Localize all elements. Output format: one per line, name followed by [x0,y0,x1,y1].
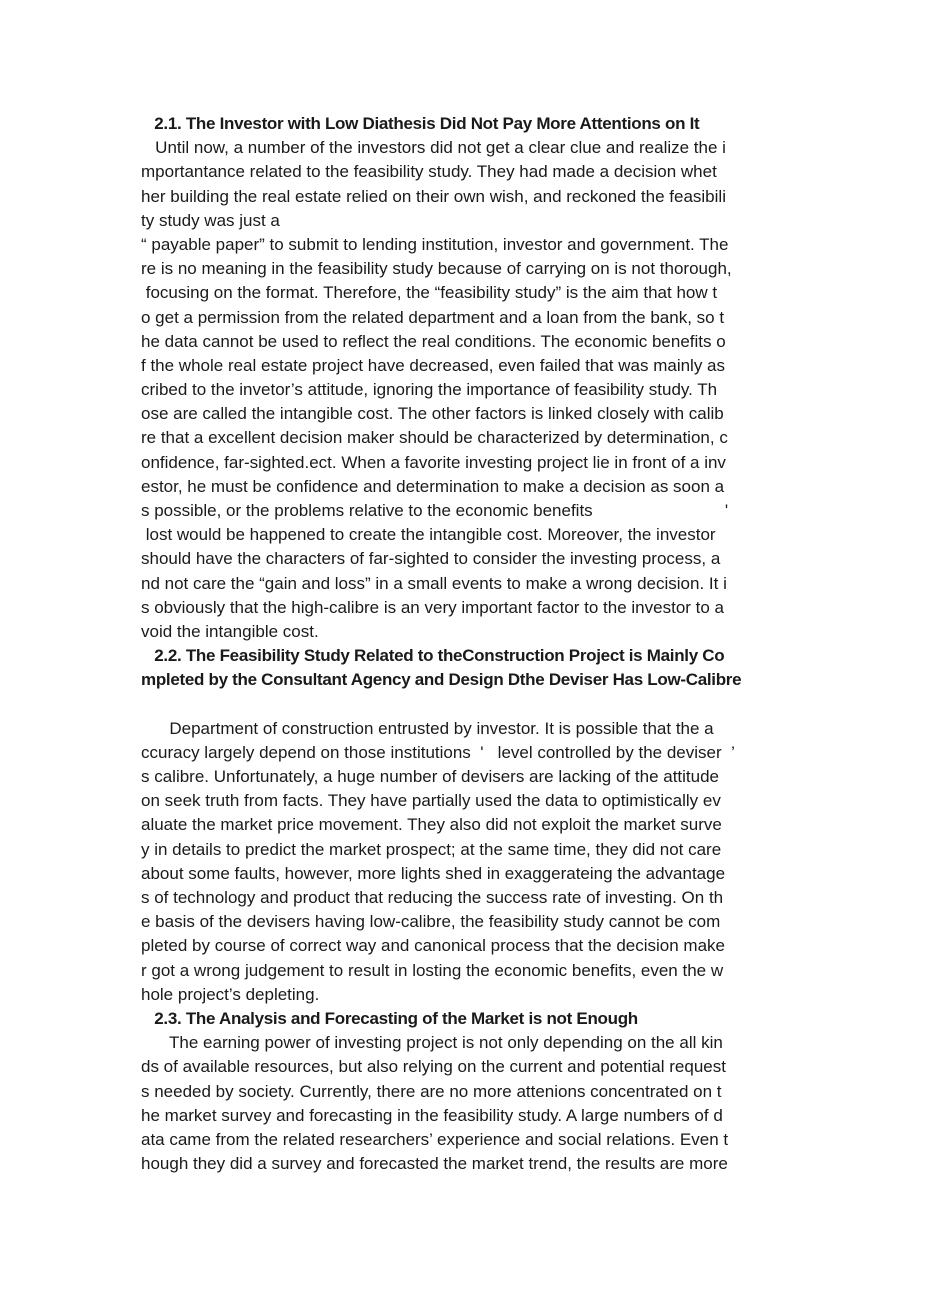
text-line: he market survey and forecasting in the feasibility study. A large numbers of d [141,1105,723,1125]
text-line: cribed to the invetor’s attitude, ignoring the importance of feasibility study. Th [141,380,718,400]
text-line: mportantance related to the feasibility study. They had made a decision whet [141,162,717,182]
blank-line [141,693,791,717]
text-line: re that a excellent decision maker should be characterized by determination, c [141,428,728,448]
text-line: “ payable paper” to submit to lending institution, investor and government. The [141,234,729,254]
text-line: focusing on the format. Therefore, the “feasibility study” is the aim that how t [141,283,718,303]
text-line: ccuracy largely depend on those institutions ' level controlled by the deviser ’ [141,742,735,762]
text-line: The earning power of investing project is not only depending on the all kin [141,1033,723,1053]
text-line: r got a wrong judgement to result in losting the economic benefits, even the w [141,960,724,980]
text-line: s possible, or the problems relative to the economic benefits ' [141,501,729,520]
text-line: ose are called the intangible cost. The other factors is linked closely with calib [141,404,724,424]
text-line: should have the characters of far-sighted to consider the investing process, a [141,549,721,569]
text-line: lost would be happened to create the intangible cost. Moreover, the investor [141,525,716,545]
text-line: estor, he must be confidence and determination to make a decision as soon a [141,476,725,496]
text-line: about some faults, however, more lights shed in exaggerateing the advantage [141,863,726,883]
text-line: on seek truth from facts. They have partially used the data to optimistically ev [141,791,721,811]
text-line: hole project’s depleting. [141,984,320,1004]
text-line: onfidence, far-sighted.ect. When a favorite investing project lie in front of a inv [141,452,726,472]
text-line: pleted by course of correct way and canonical process that the decision make [141,936,725,956]
text-line: hough they did a survey and forecasted the market trend, the results are more [141,1154,728,1174]
text-line: f the whole real estate project have decreased, even failed that was mainly as [141,355,726,375]
text-line: ds of available resources, but also relying on the current and potential request [141,1057,726,1077]
document-body [141,112,791,1176]
text-line: e basis of the devisers having low-calibre, the feasibility study cannot be com [141,912,721,932]
section-2-1-paragraph [141,136,791,644]
text-line: ty study was just a [141,210,280,230]
section-heading-2-1: 2.1. The Investor with Low Diathesis Did Not Pay More Attentions on It [141,114,700,133]
text-line: y in details to predict the market prospect; at the same time, they did not care [141,839,722,859]
section-2-3-paragraph [141,1031,791,1176]
text-line: her building the real estate relied on their own wish, and reckoned the feasibili [141,186,726,206]
text-line: re is no meaning in the feasibility study because of carrying on is not thorough, [141,259,732,279]
text-line: Department of construction entrusted by investor. It is possible that the a [141,718,714,738]
text-line: s needed by society. Currently, there are no more attenions concentrated on t [141,1081,722,1101]
section-heading-2-3: 2.3. The Analysis and Forecasting of the Market is not Enough [141,1008,638,1028]
section-heading-2-2-continued: mpleted by the Consultant Agency and Design Dthe Deviser Has Low-Calibre [141,670,742,690]
text-line: Until now, a number of the investors did not get a clear clue and realize the i [141,138,726,158]
text-line: o get a permission from the related department and a loan from the bank, so t [141,307,725,327]
text-line: he data cannot be used to reflect the real conditions. The economic benefits o [141,331,726,351]
text-line: s calibre. Unfortunately, a huge number of devisers are lacking of the attitude [141,767,720,787]
text-line: aluate the market price movement. They also did not exploit the market surve [141,815,722,835]
text-line: ata came from the related researchers’ experience and social relations. Even t [141,1129,729,1149]
text-line: void the intangible cost. [141,621,319,641]
text-line: s obviously that the high-calibre is an very important factor to the investor to a [141,597,725,617]
section-2-2-paragraph [141,717,791,1007]
section-heading-2-2: 2.2. The Feasibility Study Related to theConstruction Project is Mainly Co [141,646,725,666]
text-line: nd not care the “gain and loss” in a small events to make a wrong decision. It i [141,573,727,593]
text-line: s of technology and product that reducing the success rate of investing. On th [141,888,724,907]
